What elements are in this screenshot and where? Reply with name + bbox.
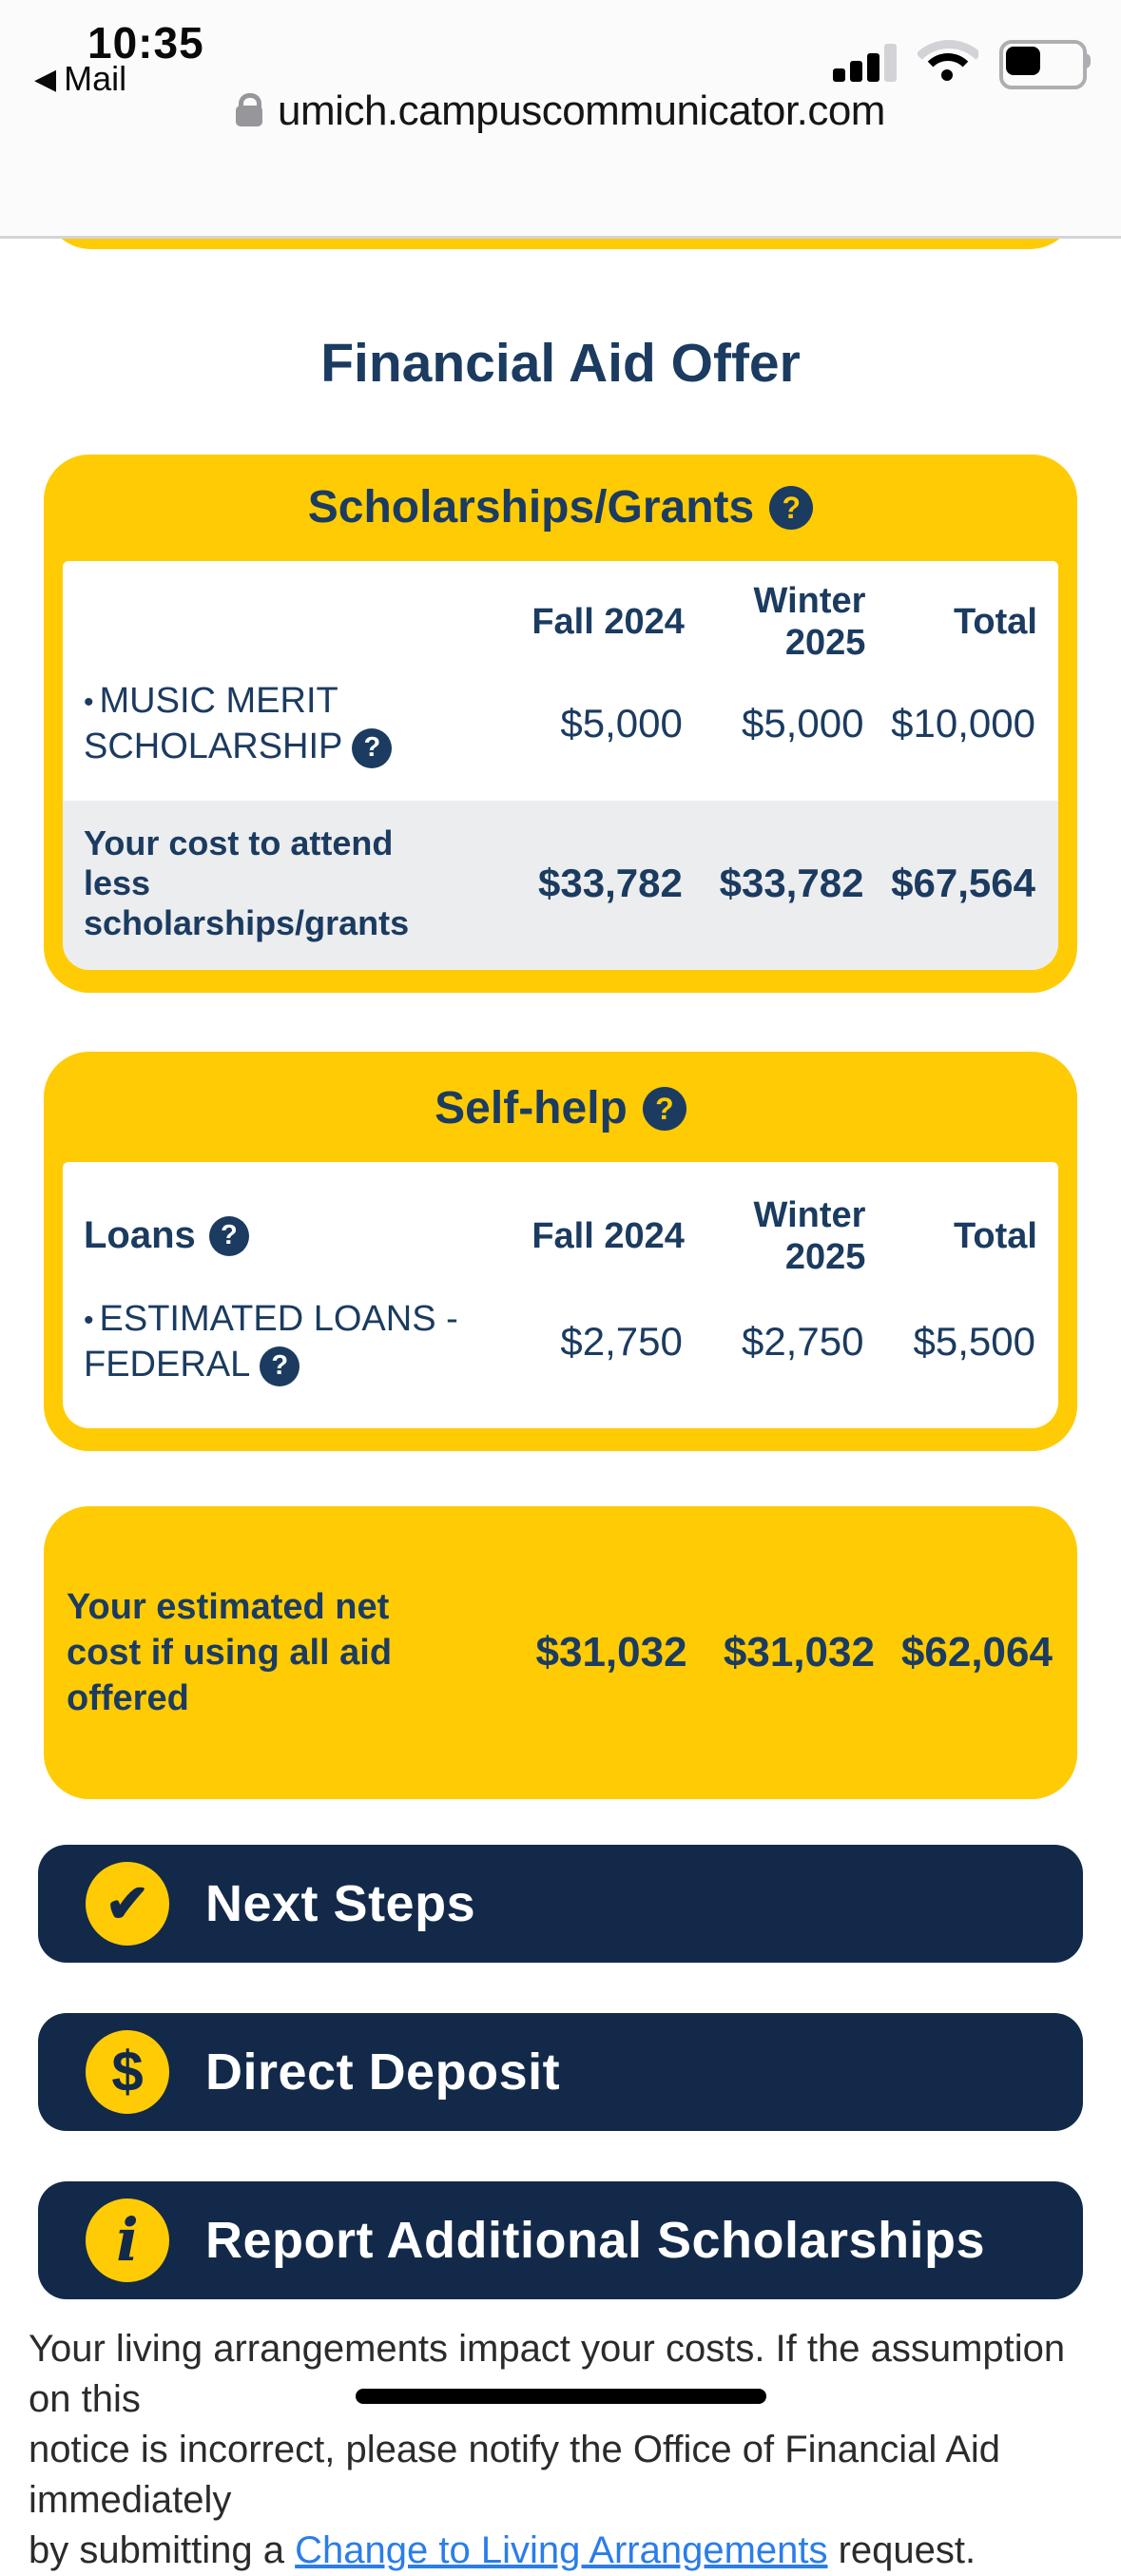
net-value-winter: $31,032 <box>723 1628 875 1675</box>
battery-icon <box>999 40 1091 82</box>
checkmark-icon: ✔ <box>86 1862 169 1946</box>
net-value-total: $62,064 <box>900 1628 1053 1675</box>
page-title: Financial Aid Offer <box>320 333 801 394</box>
value-fall: $2,750 <box>560 1318 683 1364</box>
button-label: Report Additional Scholarships <box>205 2211 986 2269</box>
value-fall: $5,000 <box>560 700 683 746</box>
row-label: • ESTIMATED LOANS - FEDERAL ? <box>84 1298 458 1385</box>
column-header-fall-2024: Fall 2024 <box>532 1215 685 1256</box>
direct-deposit-button[interactable] <box>38 2013 1083 2131</box>
net-cost-row <box>67 1584 1054 1721</box>
url-domain: umich.campuscommunicator.com <box>278 87 885 134</box>
report-additional-scholarships-button[interactable] <box>38 2181 1083 2299</box>
note-line-3: by submitting a Change to Living Arrangements request. <box>29 2528 976 2571</box>
scholarships-title-text: Scholarships/Grants <box>307 482 755 533</box>
row-help-icon[interactable]: ? <box>260 1346 300 1386</box>
scholarships-help-icon[interactable]: ? <box>769 486 813 530</box>
back-arrow-icon: ◀ <box>34 63 57 95</box>
summary-value-winter: $33,782 <box>719 860 864 905</box>
button-label: Next Steps <box>205 1874 476 1932</box>
self-help-table <box>63 1162 1058 1428</box>
home-indicator[interactable] <box>356 2389 766 2404</box>
table-row-music-merit <box>63 669 1058 801</box>
value-total: $5,500 <box>913 1318 1035 1364</box>
column-header-winter-2025: Winter 2025 <box>753 1194 866 1277</box>
scholarships-table-header <box>63 561 1058 669</box>
loans-help-icon[interactable]: ? <box>209 1216 249 1256</box>
cellular-signal-icon <box>833 42 897 82</box>
row-help-icon[interactable]: ? <box>352 728 392 768</box>
self-help-card <box>44 1052 1077 1451</box>
summary-value-total: $67,564 <box>891 860 1035 905</box>
row-label: • MUSIC MERIT SCHOLARSHIP ? <box>84 679 465 768</box>
self-help-table-header <box>63 1162 1058 1288</box>
scholarships-card-title <box>63 479 1058 536</box>
button-label: Direct Deposit <box>205 2043 561 2101</box>
status-icons <box>833 38 1091 82</box>
back-label: Mail <box>64 59 127 98</box>
bullet-icon: • <box>84 1304 94 1336</box>
summary-label: Your cost to attend less scholarships/grants <box>84 823 410 942</box>
net-value-fall: $31,032 <box>535 1628 687 1675</box>
dollar-icon: $ <box>86 2030 169 2114</box>
note-line-2: notice is incorrect, please notify the Office of Financial Aid immediately <box>29 2428 1001 2521</box>
table-row-estimated-loans <box>63 1288 1058 1428</box>
self-help-help-icon[interactable]: ? <box>643 1087 686 1131</box>
summary-value-fall: $33,782 <box>538 860 683 905</box>
browser-chrome <box>0 0 1121 239</box>
column-header-fall-2024: Fall 2024 <box>532 602 685 642</box>
bullet-icon: • <box>84 686 94 718</box>
living-arrangements-note <box>29 2324 1092 2576</box>
net-cost-label: Your estimated net cost if using all aid offered <box>67 1586 393 1718</box>
self-help-card-title <box>63 1080 1058 1137</box>
column-header-total: Total <box>954 1215 1037 1256</box>
value-winter: $5,000 <box>741 700 864 746</box>
url-bar[interactable] <box>0 87 1121 135</box>
info-icon: i <box>86 2198 169 2282</box>
net-cost-card <box>44 1506 1077 1799</box>
wifi-icon <box>918 40 978 82</box>
scholarships-table <box>63 561 1058 970</box>
page-content <box>0 236 1121 2576</box>
value-total: $10,000 <box>891 700 1035 746</box>
column-header-winter-2025: Winter 2025 <box>753 581 866 663</box>
column-header-total: Total <box>954 602 1037 642</box>
note-line-1: Your living arrangements impact your costs. If the assumption on this <box>29 2327 1066 2420</box>
loans-header: Loans ? <box>84 1214 465 1257</box>
lock-icon <box>236 106 262 126</box>
value-winter: $2,750 <box>741 1318 864 1364</box>
next-steps-button[interactable] <box>38 1845 1083 1963</box>
change-to-living-arrangements-link[interactable]: Change to Living Arrangements <box>295 2528 828 2571</box>
scholarships-grants-card <box>44 455 1077 993</box>
cost-less-scholarships-row <box>63 801 1058 970</box>
status-time: 10:35 <box>87 18 204 68</box>
self-help-title-text: Self-help <box>435 1082 628 1133</box>
